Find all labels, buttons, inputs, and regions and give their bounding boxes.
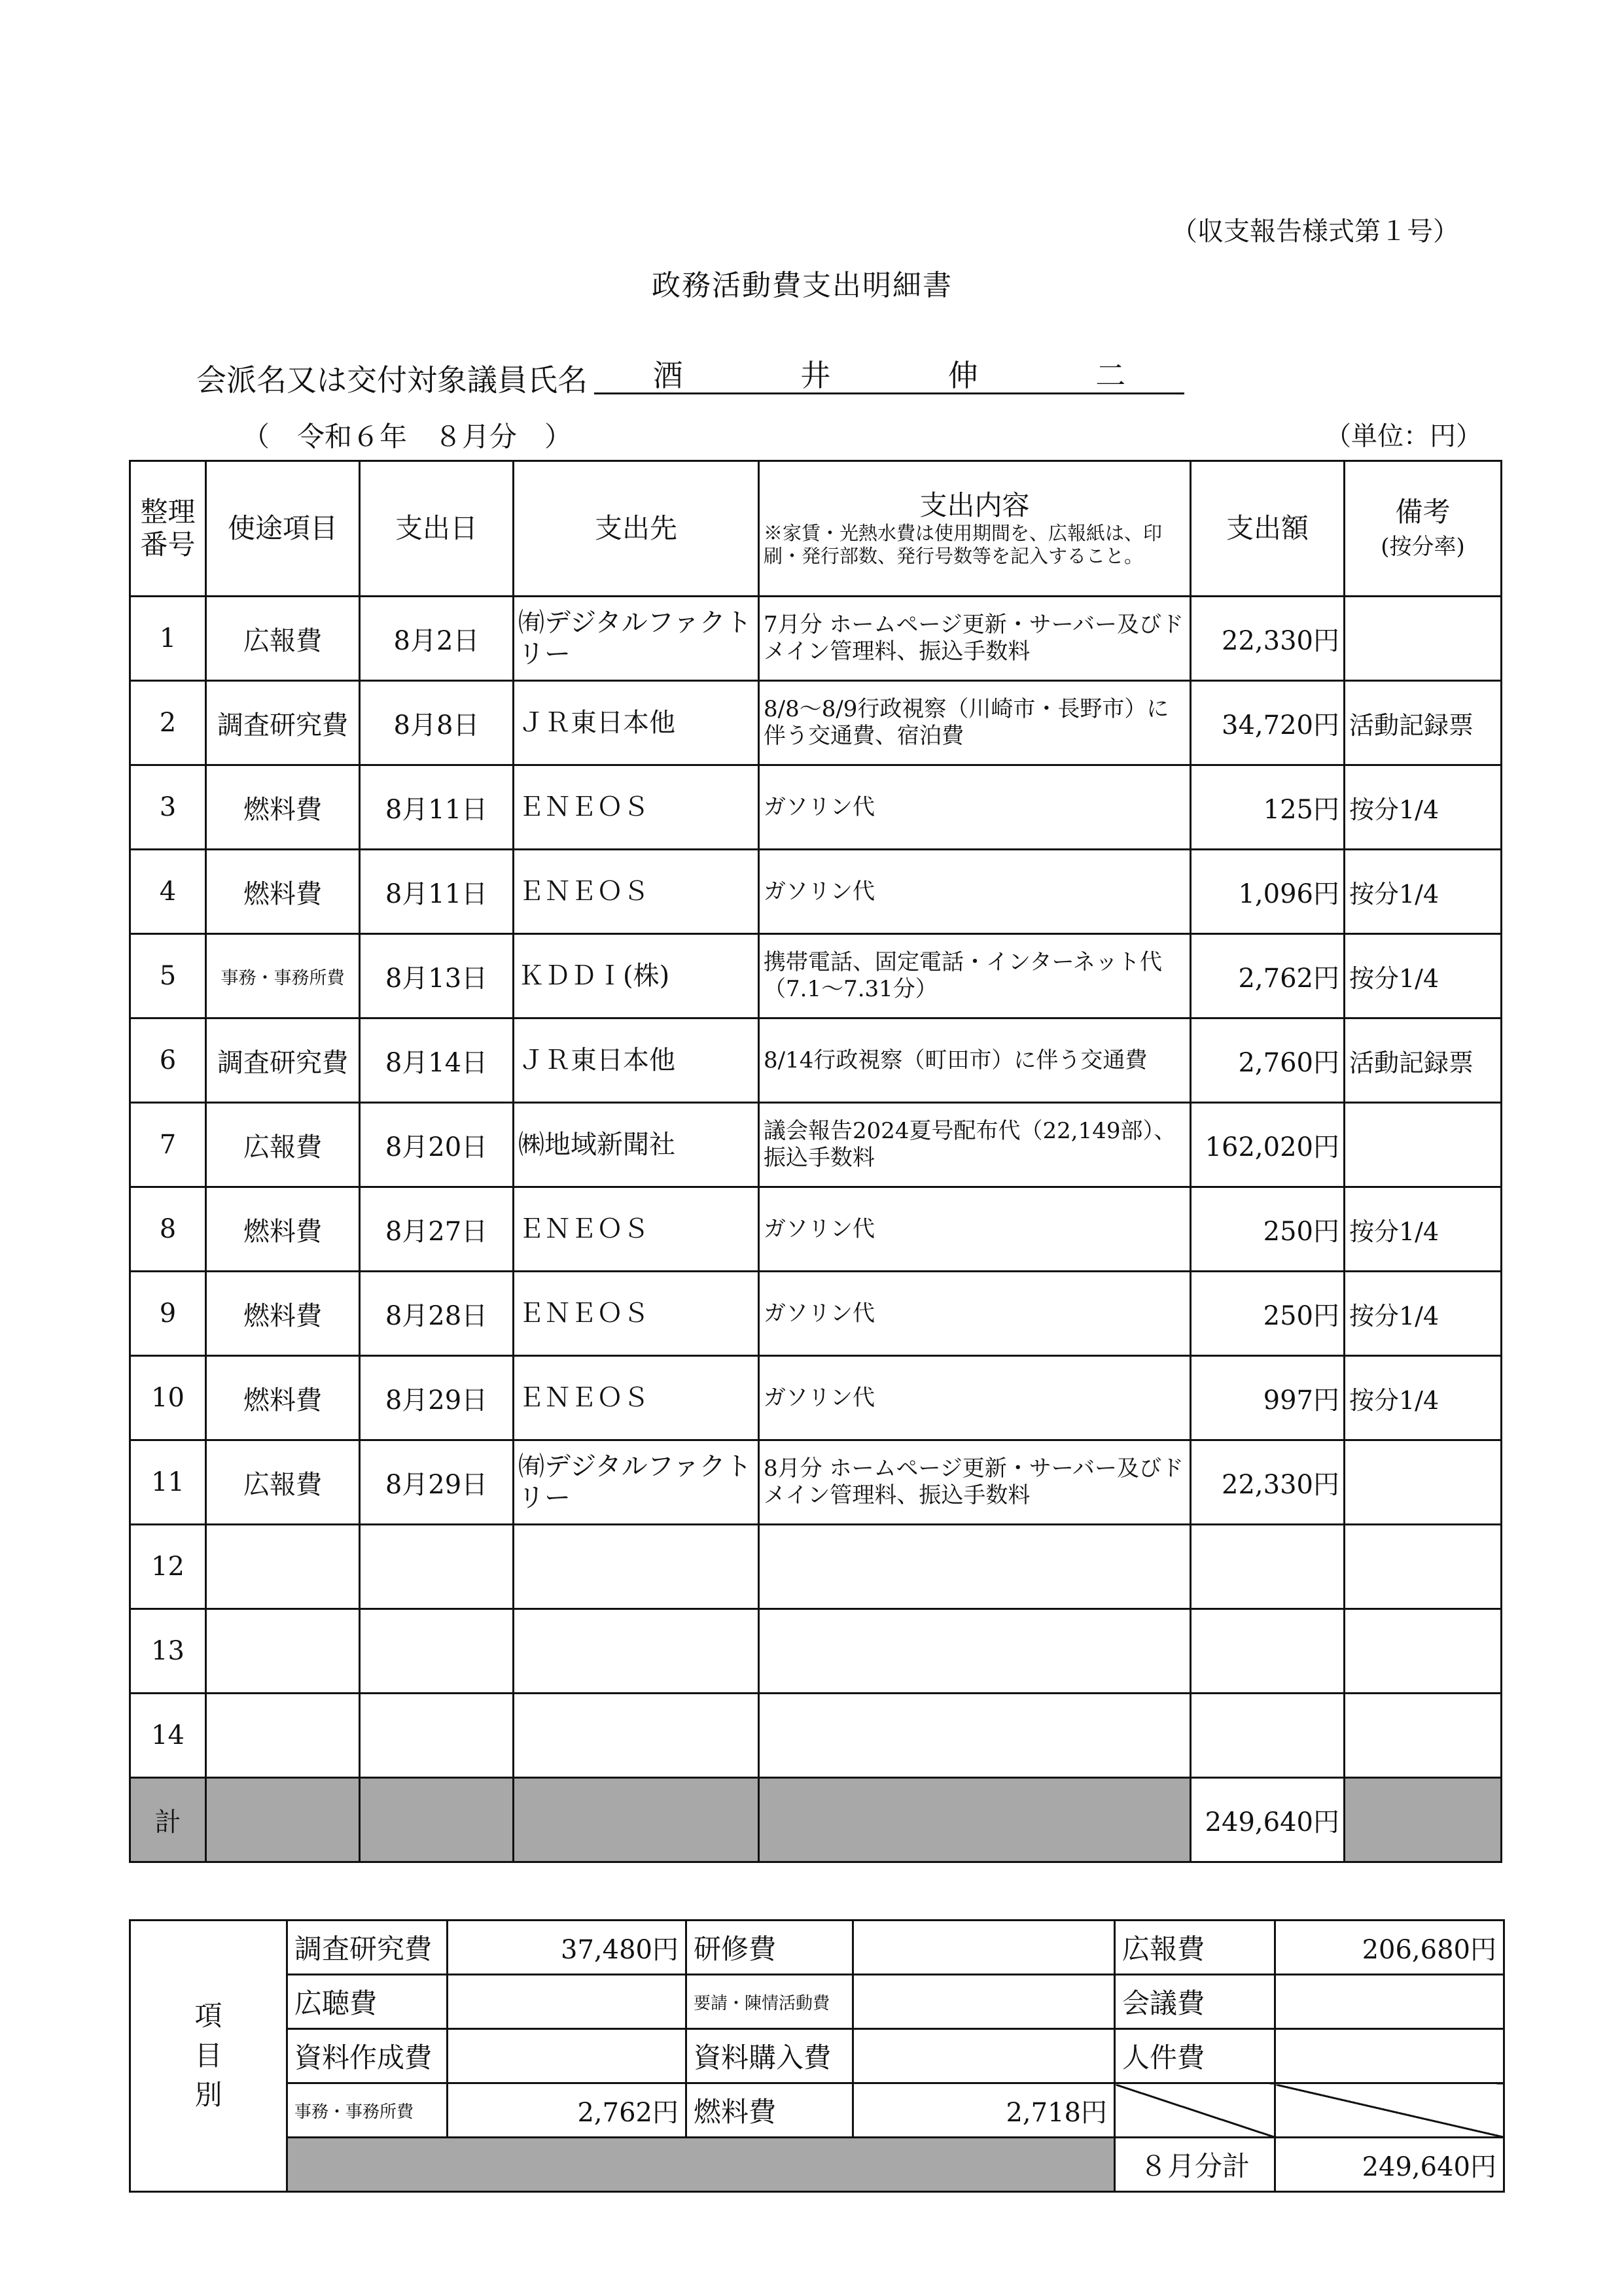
table-row [130, 1440, 1502, 1525]
row-content: 8/8～8/9行政視察（川崎市・長野市）に伴う交通費、宿泊費 [759, 681, 1191, 765]
summary-materials-purchase-amount [853, 2029, 1115, 2083]
row-category: 燃料費 [206, 765, 360, 850]
row-payee: ＥＮＥＯＳ [514, 765, 759, 850]
row-remarks: 按分1/4 [1345, 1272, 1502, 1356]
row-payee: ＥＮＥＯＳ [514, 850, 759, 934]
row-payee: ＪＲ東日本他 [514, 681, 759, 765]
total-empty-cell [1345, 1778, 1502, 1862]
row-no: 11 [130, 1440, 206, 1525]
row-amount: 125円 [1191, 765, 1345, 850]
total-row [130, 1778, 1502, 1862]
row-remarks: 按分1/4 [1345, 1356, 1502, 1440]
table-row [130, 1694, 1502, 1778]
row-date [360, 1694, 514, 1778]
row-no: 5 [130, 934, 206, 1018]
summary-grey-area [287, 2138, 1115, 2192]
row-category: 燃料費 [206, 1272, 360, 1356]
table-row [130, 850, 1502, 934]
row-payee: ＥＮＥＯＳ [514, 1187, 759, 1272]
row-date: 8月29日 [360, 1356, 514, 1440]
row-amount: 22,330円 [1191, 1440, 1345, 1525]
summary-meeting-amount [1275, 1975, 1504, 2029]
row-payee [514, 1609, 759, 1694]
col-header-content [759, 461, 1191, 597]
table-row [130, 1272, 1502, 1356]
summary-side-label: 項目別 [130, 1921, 287, 2192]
summary-office-amount: 2,762円 [448, 2083, 686, 2138]
row-payee: ＥＮＥＯＳ [514, 1356, 759, 1440]
summary-petition-label: 要請・陳情活動費 [686, 1975, 853, 2029]
remarks-header-sub: (按分率) [1381, 534, 1465, 560]
summary-fuel-label: 燃料費 [686, 2083, 853, 2138]
row-amount: 34,720円 [1191, 681, 1345, 765]
row-no: 9 [130, 1272, 206, 1356]
table-row [130, 1103, 1502, 1187]
summary-hearing-amount [448, 1975, 686, 2029]
table-row [130, 765, 1502, 850]
table-row [130, 681, 1502, 765]
col-header-amount: 支出額 [1191, 461, 1345, 597]
row-amount: 250円 [1191, 1272, 1345, 1356]
row-category: 調査研究費 [206, 1018, 360, 1103]
row-content: ガソリン代 [759, 765, 1191, 850]
row-content: 8月分 ホームページ更新・サーバー及びドメイン管理料、振込手数料 [759, 1440, 1191, 1525]
row-no: 8 [130, 1187, 206, 1272]
member-name-char: 酒 [652, 358, 683, 393]
summary-blank-diagonal [1275, 2083, 1504, 2138]
row-payee: ＪＲ東日本他 [514, 1018, 759, 1103]
summary-row [130, 2029, 1504, 2083]
content-header-label: 支出内容 [919, 489, 1030, 521]
row-content [759, 1609, 1191, 1694]
row-amount [1191, 1525, 1345, 1609]
summary-month-total-amount: 249,640円 [1275, 2138, 1504, 2192]
row-remarks [1345, 1525, 1502, 1609]
col-header-remarks [1345, 461, 1502, 597]
row-category [206, 1609, 360, 1694]
unit-label: （単位：円） [1325, 421, 1482, 451]
summary-meeting-label: 会議費 [1115, 1975, 1275, 2029]
member-name-char: 伸 [947, 358, 978, 393]
row-date: 8月8日 [360, 681, 514, 765]
row-category: 燃料費 [206, 1356, 360, 1440]
content-header-note: ※家賃・光熱水費は使用期間を、広報紙は、印刷・発行部数、発行号数等を記入すること。 [764, 522, 1163, 568]
col-header-no: 整理番号 [130, 461, 206, 597]
table-body [130, 597, 1502, 1862]
row-remarks [1345, 597, 1502, 681]
summary-personnel-label: 人件費 [1115, 2029, 1275, 2083]
row-date: 8月14日 [360, 1018, 514, 1103]
summary-month-total-label: ８月分計 [1115, 2138, 1275, 2192]
row-payee: ㈲デジタルファクトリー [514, 1440, 759, 1525]
row-remarks: 按分1/4 [1345, 1187, 1502, 1272]
member-name [594, 352, 1184, 394]
row-category: 燃料費 [206, 1187, 360, 1272]
row-amount: 162,020円 [1191, 1103, 1345, 1187]
row-date: 8月28日 [360, 1272, 514, 1356]
table-row [130, 1187, 1502, 1272]
row-date: 8月11日 [360, 765, 514, 850]
expenditure-table [129, 460, 1502, 1863]
row-date: 8月2日 [360, 597, 514, 681]
row-amount: 2,762円 [1191, 934, 1345, 1018]
col-header-payee: 支出先 [514, 461, 759, 597]
table-row [130, 1356, 1502, 1440]
total-empty-cell [206, 1778, 360, 1862]
row-remarks: 按分1/4 [1345, 850, 1502, 934]
row-no: 6 [130, 1018, 206, 1103]
total-empty-cell [360, 1778, 514, 1862]
row-content: ガソリン代 [759, 1272, 1191, 1356]
total-amount: 249,640円 [1191, 1778, 1345, 1862]
row-category: 燃料費 [206, 850, 360, 934]
row-no: 13 [130, 1609, 206, 1694]
row-no: 2 [130, 681, 206, 765]
row-category [206, 1694, 360, 1778]
form-number: （収支報告様式第１号） [1171, 217, 1459, 247]
row-category: 調査研究費 [206, 681, 360, 765]
row-category: 広報費 [206, 1440, 360, 1525]
row-category: 広報費 [206, 1103, 360, 1187]
row-category [206, 1525, 360, 1609]
summary-row [130, 1975, 1504, 2029]
summary-blank-diagonal [1115, 2083, 1275, 2138]
row-content: ガソリン代 [759, 1187, 1191, 1272]
row-amount: 997円 [1191, 1356, 1345, 1440]
summary-pr-label: 広報費 [1115, 1921, 1275, 1975]
row-remarks: 按分1/4 [1345, 934, 1502, 1018]
table-row [130, 1525, 1502, 1609]
row-no: 14 [130, 1694, 206, 1778]
summary-row [130, 1921, 1504, 1975]
row-content: ガソリン代 [759, 1356, 1191, 1440]
total-empty-cell [759, 1778, 1191, 1862]
row-no: 12 [130, 1525, 206, 1609]
row-payee: ㈲デジタルファクトリー [514, 597, 759, 681]
row-content: ガソリン代 [759, 850, 1191, 934]
row-amount [1191, 1694, 1345, 1778]
row-amount: 22,330円 [1191, 597, 1345, 681]
table-row [130, 1018, 1502, 1103]
row-date: 8月20日 [360, 1103, 514, 1187]
row-remarks: 活動記録票 [1345, 681, 1502, 765]
remarks-header-label: 備考 [1395, 495, 1451, 528]
summary-table [129, 1919, 1505, 2193]
row-amount [1191, 1609, 1345, 1694]
row-content [759, 1694, 1191, 1778]
report-period: （ 令和６年 ８月分 ） [242, 421, 573, 453]
total-empty-cell [514, 1778, 759, 1862]
row-payee [514, 1694, 759, 1778]
summary-materials-prep-amount [448, 2029, 686, 2083]
row-remarks: 按分1/4 [1345, 765, 1502, 850]
member-name-char: 二 [1095, 358, 1126, 393]
summary-training-amount [853, 1921, 1115, 1975]
row-category: 広報費 [206, 597, 360, 681]
row-payee: ＫＤＤＩ(株) [514, 934, 759, 1018]
total-label: 計 [130, 1778, 206, 1862]
row-date [360, 1525, 514, 1609]
row-payee: ＥＮＥＯＳ [514, 1272, 759, 1356]
row-no: 4 [130, 850, 206, 934]
row-no: 3 [130, 765, 206, 850]
document-title: 政務活動費支出明細書 [652, 269, 953, 302]
row-content: 携帯電話、固定電話・インターネット代（7.1～7.31分） [759, 934, 1191, 1018]
row-content: 7月分 ホームページ更新・サーバー及びドメイン管理料、振込手数料 [759, 597, 1191, 681]
row-date: 8月11日 [360, 850, 514, 934]
row-remarks: 活動記録票 [1345, 1018, 1502, 1103]
table-row [130, 934, 1502, 1018]
table-row [130, 1609, 1502, 1694]
row-content [759, 1525, 1191, 1609]
summary-fuel-amount: 2,718円 [853, 2083, 1115, 2138]
member-name-char: 井 [800, 358, 831, 393]
row-no: 7 [130, 1103, 206, 1187]
row-remarks [1345, 1103, 1502, 1187]
row-no: 10 [130, 1356, 206, 1440]
row-amount: 250円 [1191, 1187, 1345, 1272]
summary-hearing-label: 広聴費 [287, 1975, 448, 2029]
row-category: 事務・事務所費 [206, 934, 360, 1018]
row-amount: 2,760円 [1191, 1018, 1345, 1103]
col-header-category: 使途項目 [206, 461, 360, 597]
col-header-date: 支出日 [360, 461, 514, 597]
row-payee [514, 1525, 759, 1609]
table-row [130, 597, 1502, 681]
member-label: 会派名又は交付対象議員氏名 [196, 362, 588, 398]
row-remarks [1345, 1694, 1502, 1778]
summary-row [130, 2138, 1504, 2192]
row-remarks [1345, 1609, 1502, 1694]
summary-training-label: 研修費 [686, 1921, 853, 1975]
table-header-row [130, 461, 1502, 597]
row-payee: ㈱地域新聞社 [514, 1103, 759, 1187]
summary-office-label: 事務・事務所費 [287, 2083, 448, 2138]
row-date: 8月29日 [360, 1440, 514, 1525]
row-remarks [1345, 1440, 1502, 1525]
summary-personnel-amount [1275, 2029, 1504, 2083]
summary-research-label: 調査研究費 [287, 1921, 448, 1975]
summary-research-amount: 37,480円 [448, 1921, 686, 1975]
row-date [360, 1609, 514, 1694]
row-date: 8月13日 [360, 934, 514, 1018]
summary-materials-prep-label: 資料作成費 [287, 2029, 448, 2083]
summary-petition-amount [853, 1975, 1115, 2029]
row-date: 8月27日 [360, 1187, 514, 1272]
row-amount: 1,096円 [1191, 850, 1345, 934]
row-content: 議会報告2024夏号配布代（22,149部）、振込手数料 [759, 1103, 1191, 1187]
row-no: 1 [130, 597, 206, 681]
summary-row [130, 2083, 1504, 2138]
summary-pr-amount: 206,680円 [1275, 1921, 1504, 1975]
summary-materials-purchase-label: 資料購入費 [686, 2029, 853, 2083]
row-content: 8/14行政視察（町田市）に伴う交通費 [759, 1018, 1191, 1103]
